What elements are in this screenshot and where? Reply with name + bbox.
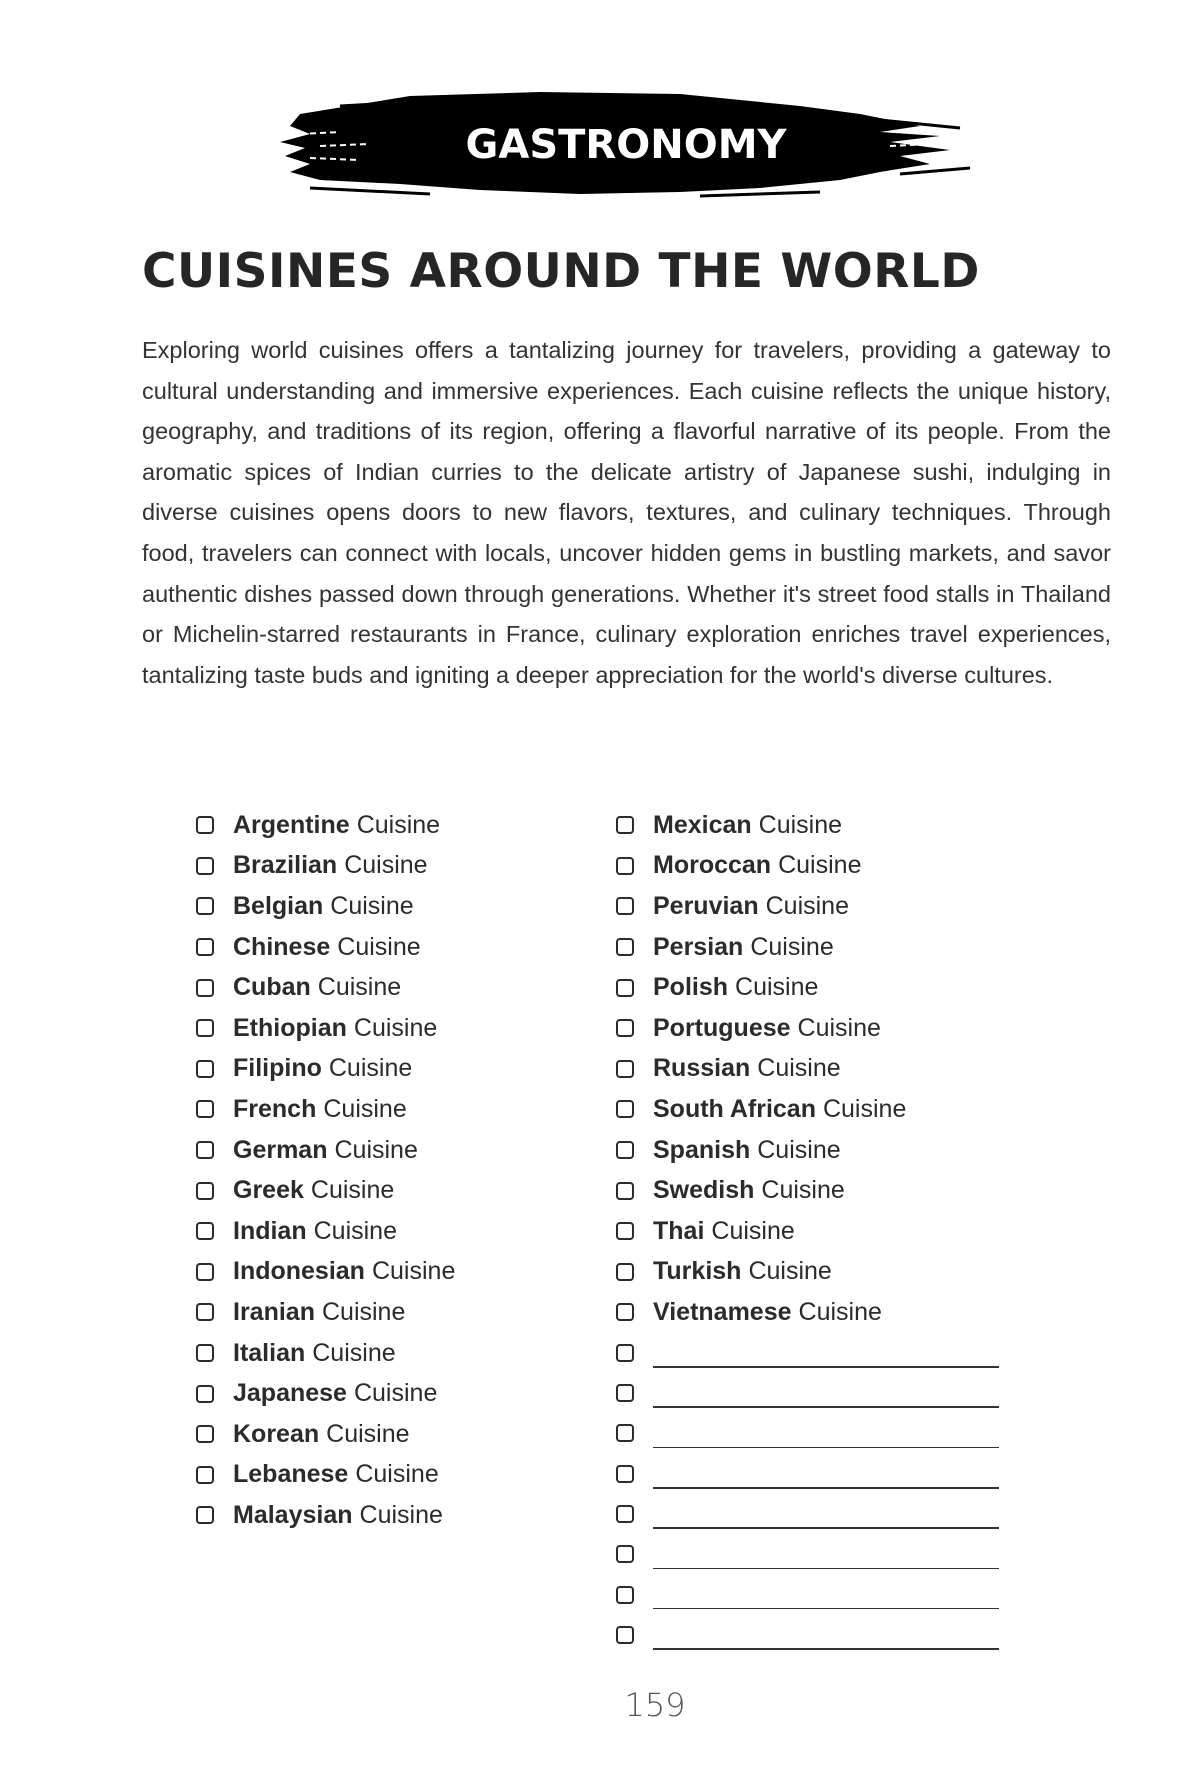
page-title: CUISINES AROUND THE WORLD [142, 244, 980, 299]
cuisine-name: Iranian [233, 1297, 315, 1326]
checklist-item [196, 1333, 455, 1374]
cuisine-suffix: Cuisine [797, 1013, 881, 1042]
checkbox[interactable] [616, 1060, 634, 1078]
checkbox[interactable] [616, 1344, 634, 1362]
checkbox[interactable] [616, 938, 634, 956]
blank-checklist-item [616, 1333, 999, 1373]
checklist-item [616, 1089, 999, 1130]
cuisine-name: Cuban [233, 973, 311, 1002]
cuisine-suffix: Cuisine [778, 851, 862, 880]
page-number: 159 [624, 1686, 686, 1724]
checkbox[interactable] [616, 1141, 634, 1159]
cuisine-suffix: Cuisine [312, 1338, 396, 1367]
checkbox[interactable] [616, 1303, 634, 1321]
checkbox[interactable] [196, 816, 214, 834]
cuisine-suffix: Cuisine [337, 932, 421, 961]
checkbox[interactable] [196, 938, 214, 956]
checkbox[interactable] [196, 1466, 214, 1484]
cuisine-name: Italian [233, 1338, 306, 1367]
cuisine-suffix: Cuisine [355, 1460, 439, 1489]
checklist-item [616, 886, 999, 927]
cuisine-suffix: Cuisine [798, 1297, 882, 1326]
cuisine-name: South African [653, 1094, 816, 1123]
cuisine-name: Portuguese [653, 1013, 791, 1042]
checkbox[interactable] [196, 1263, 214, 1281]
cuisine-name: Korean [233, 1419, 320, 1448]
checkbox[interactable] [616, 1465, 634, 1483]
checkbox[interactable] [616, 1545, 634, 1563]
cuisine-suffix: Cuisine [323, 1094, 407, 1123]
checkbox[interactable] [196, 1141, 214, 1159]
cuisine-name: Chinese [233, 932, 331, 961]
write-in-line[interactable] [653, 1406, 999, 1408]
write-in-line[interactable] [653, 1527, 999, 1529]
cuisine-name: Polish [653, 973, 729, 1002]
checkbox[interactable] [196, 979, 214, 997]
cuisine-name: Thai [653, 1216, 705, 1245]
cuisine-suffix: Cuisine [748, 1257, 832, 1286]
cuisine-suffix: Cuisine [758, 810, 843, 839]
checkbox[interactable] [616, 1424, 634, 1442]
checkbox[interactable] [616, 1626, 634, 1644]
cuisine-name: Ethiopian [233, 1013, 347, 1042]
checklist-item [196, 1049, 455, 1090]
cuisine-suffix: Cuisine [326, 1419, 410, 1448]
gastronomy-banner [280, 84, 972, 212]
checkbox[interactable] [616, 1505, 634, 1523]
cuisine-list-right [616, 805, 999, 1655]
cuisine-suffix: Cuisine [317, 973, 402, 1002]
checklist-item [196, 1170, 455, 1211]
checklist-item [196, 1292, 455, 1333]
checkbox[interactable] [616, 979, 634, 997]
cuisine-name: Malaysian [233, 1500, 353, 1529]
write-in-line[interactable] [653, 1366, 999, 1368]
checkbox[interactable] [616, 1100, 634, 1118]
cuisine-name: Mexican [653, 810, 752, 839]
blank-checklist-item [616, 1575, 999, 1615]
cuisine-suffix: Cuisine [353, 1013, 438, 1042]
cuisine-suffix: Cuisine [735, 973, 819, 1002]
checkbox[interactable] [196, 1506, 214, 1524]
checklist-item [616, 846, 999, 887]
cuisine-name: Moroccan [653, 851, 772, 880]
checklist-item [616, 1049, 999, 1090]
cuisine-name: Turkish [653, 1257, 742, 1286]
checklist-item [196, 1211, 455, 1252]
write-in-line[interactable] [653, 1568, 999, 1570]
checklist-item [616, 927, 999, 968]
checklist-item [196, 1130, 455, 1171]
cuisine-suffix: Cuisine [330, 891, 414, 920]
cuisine-name: Filipino [233, 1054, 322, 1083]
checkbox[interactable] [616, 1222, 634, 1240]
checkbox[interactable] [196, 1182, 214, 1200]
cuisine-list-left [196, 805, 455, 1536]
cuisine-name: Belgian [233, 891, 324, 920]
cuisine-name: Persian [653, 932, 744, 961]
checklist-item [196, 805, 455, 846]
checkbox[interactable] [196, 1100, 214, 1118]
cuisine-name: Vietnamese [653, 1297, 792, 1326]
cuisine-name: German [233, 1135, 328, 1164]
checkbox[interactable] [196, 1060, 214, 1078]
checklist-item [196, 1373, 455, 1414]
cuisine-suffix: Cuisine [757, 1054, 841, 1083]
cuisine-name: Peruvian [653, 891, 759, 920]
checkbox[interactable] [616, 1263, 634, 1281]
cuisine-suffix: Cuisine [761, 1176, 845, 1205]
banner-label: GASTRONOMY [465, 122, 787, 168]
checklist-item [616, 967, 999, 1008]
write-in-line[interactable] [653, 1447, 999, 1449]
intro-paragraph: Exploring world cuisines offers a tantalizing journey for travelers, providing a gateway to cultural understanding and immersive experiences. Each cuisine reflects the unique history, geography, and traditions of its region, offering a flavorful narrative of its people. From the aromatic spices of Indian curries to the delicate artistry of Japanese sushi, indulging in diverse cuisines opens doors to new flavors, textures, and culinary techniques. Through food, travelers can connect with locals, uncover hidden gems in bustling markets, and savor authentic dishes passed down through generations. Whether it's street food stalls in Thailand or Michelin-starred restaurants in France, culinary exploration enriches travel experiences, tantalizing taste buds and igniting a deeper appreciation for the world's diverse cultures. [142, 337, 1111, 688]
cuisine-suffix: Cuisine [334, 1135, 418, 1164]
checkbox[interactable] [196, 857, 214, 875]
checklist-item [196, 1495, 455, 1536]
cuisine-suffix: Cuisine [328, 1054, 413, 1083]
cuisine-name: Indian [233, 1216, 307, 1245]
checkbox[interactable] [196, 1222, 214, 1240]
checklist-item [196, 1008, 455, 1049]
checklist-item [616, 1130, 999, 1171]
checklist-item [616, 1292, 999, 1333]
checkbox[interactable] [196, 1385, 214, 1403]
cuisine-suffix: Cuisine [757, 1135, 841, 1164]
checklist-item [616, 1170, 999, 1211]
cuisine-suffix: Cuisine [750, 932, 834, 961]
checkbox[interactable] [196, 1303, 214, 1321]
cuisine-suffix: Cuisine [353, 1379, 438, 1408]
blank-checklist-item [616, 1534, 999, 1574]
cuisine-name: Russian [653, 1054, 751, 1083]
blank-checklist-item [616, 1494, 999, 1534]
write-in-line[interactable] [653, 1487, 999, 1489]
checklist-item [196, 1089, 455, 1130]
cuisine-suffix: Cuisine [344, 851, 428, 880]
blank-checklist-item [616, 1454, 999, 1494]
checkbox[interactable] [616, 857, 634, 875]
checklist-item [196, 846, 455, 887]
cuisine-name: Spanish [653, 1135, 751, 1164]
checkbox[interactable] [616, 897, 634, 915]
checklist-item [196, 967, 455, 1008]
checkbox[interactable] [196, 897, 214, 915]
cuisine-name: Japanese [233, 1379, 347, 1408]
checklist-item [196, 1252, 455, 1293]
cuisine-name: Argentine [233, 810, 350, 839]
cuisine-name: French [233, 1094, 317, 1123]
checklist-item [616, 1252, 999, 1293]
checkbox[interactable] [196, 1019, 214, 1037]
checklist-item [196, 886, 455, 927]
checkbox[interactable] [616, 816, 634, 834]
checkbox[interactable] [616, 1019, 634, 1037]
checklist-item [196, 1414, 455, 1455]
checklist-item [616, 805, 999, 846]
cuisine-name: Swedish [653, 1176, 755, 1205]
cuisine-name: Brazilian [233, 851, 338, 880]
checkbox[interactable] [616, 1586, 634, 1604]
checkbox[interactable] [196, 1425, 214, 1443]
cuisine-name: Greek [233, 1176, 304, 1205]
write-in-line[interactable] [653, 1648, 999, 1650]
cuisine-suffix: Cuisine [371, 1257, 456, 1286]
cuisine-suffix: Cuisine [313, 1216, 397, 1245]
cuisine-name: Lebanese [233, 1460, 349, 1489]
checklist-item [616, 1211, 999, 1252]
cuisine-suffix: Cuisine [765, 891, 849, 920]
checkbox[interactable] [616, 1182, 634, 1200]
blank-checklist-item [616, 1413, 999, 1453]
checkbox[interactable] [196, 1344, 214, 1362]
cuisine-suffix: Cuisine [321, 1297, 406, 1326]
cuisine-suffix: Cuisine [359, 1500, 443, 1529]
checklist-item [196, 927, 455, 968]
checklist-item [196, 1455, 455, 1496]
cuisine-name: Indonesian [233, 1257, 365, 1286]
cuisine-suffix: Cuisine [711, 1216, 795, 1245]
write-in-line[interactable] [653, 1608, 999, 1610]
blank-checklist-item [616, 1615, 999, 1655]
checkbox[interactable] [616, 1384, 634, 1402]
cuisine-suffix: Cuisine [356, 810, 441, 839]
cuisine-suffix: Cuisine [822, 1094, 907, 1123]
cuisine-suffix: Cuisine [310, 1176, 395, 1205]
checklist-item [616, 1008, 999, 1049]
blank-checklist-item [616, 1373, 999, 1413]
